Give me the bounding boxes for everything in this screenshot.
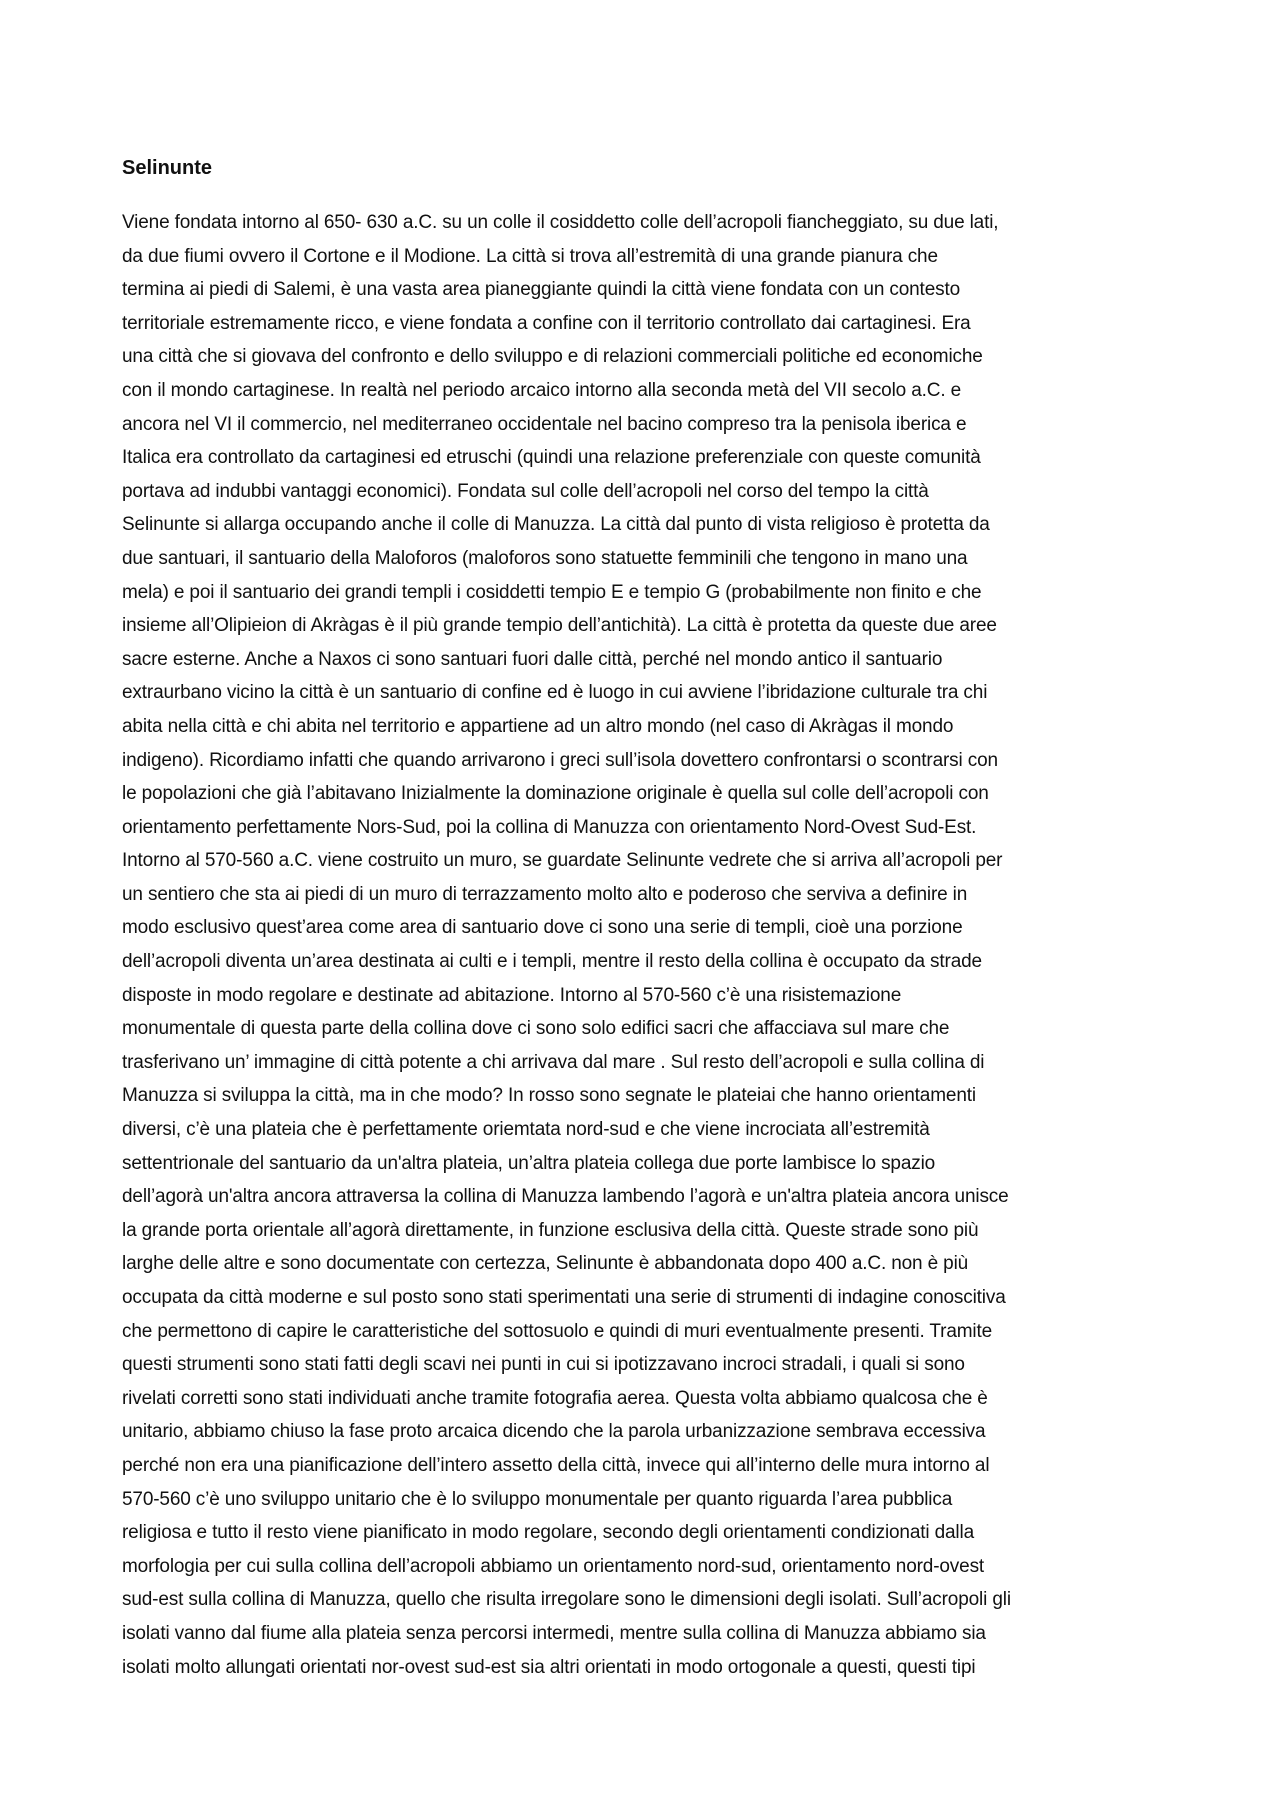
document-title: Selinunte [122,157,213,179]
text-line: Italica era controllato da cartaginesi ed etruschi (quindi una relazione preferenziale con queste comunità [122,447,981,469]
text-line: dell’agorà un'altra ancora attraversa la collina di Manuzza lambendo l’agorà e un'altra plateia ancora unisce [122,1186,1009,1208]
text-line: due santuari, il santuario della Maloforos (maloforos sono statuette femminili che tengono in mano una [122,547,968,569]
text-line: 570-560 c’è uno sviluppo unitario che è lo sviluppo monumentale per quanto riguarda l’area pubblica [122,1488,953,1510]
text-line: occupata da città moderne e sul posto sono stati sperimentati una serie di strumenti di indagine conoscitiva [122,1287,1006,1308]
text-line: le popolazioni che già l’abitavano Inizialmente la dominazione originale è quella sul colle dell’acropoli con [122,783,989,805]
text-line: Viene fondata intorno al 650- 630 a.C. su un colle il cosiddetto colle dell’acropoli fiancheggiato, su due lati, [122,212,999,233]
text-line: sud-est sulla collina di Manuzza, quello che risulta irregolare sono le dimensioni degli isolati. Sull’acropoli gli [122,1589,1011,1611]
text-line: trasferivano un’ immagine di città potente a chi arrivava dal mare . Sul resto dell’acropoli e sulla collina di [122,1051,985,1073]
text-line: religiosa e tutto il resto viene pianificato in modo regolare, secondo degli orientamenti condizionati dalla [122,1522,974,1544]
text-line: da due fiumi ovvero il Cortone e il Modione. La città si trova all’estremità di una grande pianura che [122,245,938,267]
text-line: unitario, abbiamo chiuso la fase proto arcaica dicendo che la parola urbanizzazione sembrava eccessiva [122,1421,986,1443]
text-line: termina ai piedi di Salemi, è una vasta area pianeggiante quindi la città viene fondata con un contesto [122,279,961,301]
text-line: con il mondo cartaginese. In realtà nel periodo arcaico intorno alla seconda metà del VII secolo a.C. e [122,379,961,401]
text-line: rivelati corretti sono stati individuati anche tramite fotografia aerea. Questa volta abbiamo qualcosa che è [122,1387,988,1409]
text-line: Intorno al 570-560 a.C. viene costruito un muro, se guardate Selinunte vedrete che si arriva all’acropoli per [122,850,1003,872]
text-line: Manuzza si sviluppa la città, ma in che modo? In rosso sono segnate le plateiai che hanno orientamenti [122,1085,976,1107]
text-line: settentrionale del santuario da un'altra plateia, un’altra plateia collega due porte lambisce lo spazio [122,1152,936,1174]
text-line: una città che si giovava del confronto e dello sviluppo e di relazioni commerciali politiche ed economiche [122,346,983,368]
text-line: territoriale estremamente ricco, e viene fondata a confine con il territorio controllato dai cartaginesi. Era [122,312,971,334]
text-line: abita nella città e chi abita nel territorio e appartiene ad un altro mondo (nel caso di Akràgas il mondo [122,715,954,737]
text-line: un sentiero che sta ai piedi di un muro di terrazzamento molto alto e poderoso che serviva a definire in [122,883,968,905]
text-line: la grande porta orientale all’agorà direttamente, in funzione esclusiva della città. Queste strade sono più [122,1219,979,1241]
document-body [122,206,1172,1684]
text-line: indigeno). Ricordiamo infatti che quando arrivarono i greci sull’isola dovettero confrontarsi o scontrarsi con [122,749,998,771]
text-line: sacre esterne. Anche a Naxos ci sono santuari fuori dalle città, perché nel mondo antico il santuario [122,648,943,670]
text-line: diversi, c’è una plateia che è perfettamente oriemtata nord-sud e che viene incrociata all’estremità [122,1119,930,1141]
text-line: perché non era una pianificazione dell’intero assetto della città, invece qui all’interno delle mura intorno al [122,1454,990,1476]
text-line: disposte in modo regolare e destinate ad abitazione. Intorno al 570-560 c’è una risistemazione [122,984,902,1006]
text-line: modo esclusivo quest’area come area di santuario dove ci sono una serie di templi, cioè una porzione [122,917,963,939]
text-line: portava ad indubbi vantaggi economici). Fondata sul colle dell’acropoli nel corso del tempo la città [122,480,929,502]
text-line: morfologia per cui sulla collina dell’acropoli abbiamo un orientamento nord-sud, orientamento nord-ovest [122,1555,985,1577]
text-line: dell’acropoli diventa un’area destinata ai culti e i templi, mentre il resto della collina è occupato da strade [122,951,982,973]
text-line: che permettono di capire le caratteristiche del sottosuolo e quindi di muri eventualmente presenti. Tramite [122,1320,993,1342]
text-line: larghe delle altre e sono documentate con certezza, Selinunte è abbandonata dopo 400 a.C. non è più [122,1253,969,1275]
text-line: mela) e poi il santuario dei grandi templi i cosiddetti tempio E e tempio G (probabilmente non finito e che [122,581,982,603]
text-line: insieme all’Olipieion di Akràgas è il più grande tempio dell’antichità). La città è protetta da queste due aree [122,615,997,637]
text-line: Selinunte si allarga occupando anche il colle di Manuzza. La città dal punto di vista religioso è protetta da [122,514,990,536]
text-line: monumentale di questa parte della collina dove ci sono solo edifici sacri che affacciava sul mare che [122,1018,950,1040]
text-line: ancora nel VI il commercio, nel mediterraneo occidentale nel bacino compreso tra la penisola iberica e [122,413,967,435]
text-line: isolati molto allungati orientati nor-ovest sud-est sia altri orientati in modo ortogonale a questi, questi tipi [122,1656,976,1678]
text-line: questi strumenti sono stati fatti degli scavi nei punti in cui si ipotizzavano incroci stradali, i quali si sono [122,1354,965,1376]
text-line: extraurbano vicino la città è un santuario di confine ed è luogo in cui avviene l’ibridazione culturale tra chi [122,682,988,704]
text-line: orientamento perfettamente Nors-Sud, poi la collina di Manuzza con orientamento Nord-Ovest Sud-Est. [122,816,977,838]
text-line: isolati vanno dal fiume alla plateia senza percorsi intermedi, mentre sulla collina di Manuzza abbiamo sia [122,1622,986,1644]
